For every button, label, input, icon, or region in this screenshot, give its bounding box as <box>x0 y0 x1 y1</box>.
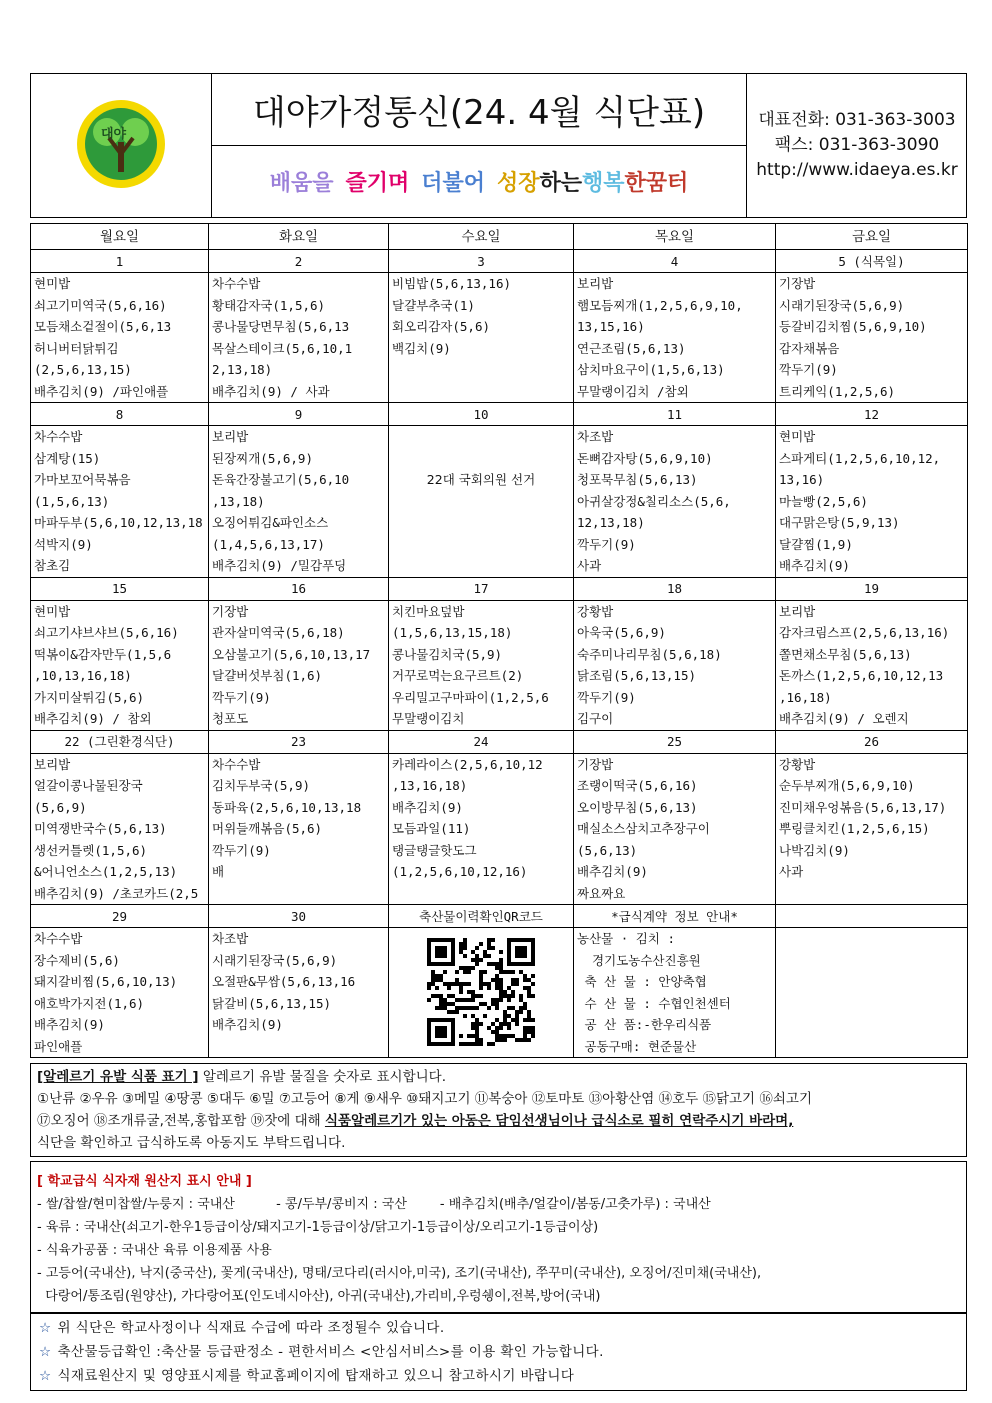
menu-item: 콩나물김치국(5,9) <box>392 646 503 662</box>
menu-row <box>31 273 968 403</box>
menu-item: 깍두기(9) <box>212 689 271 705</box>
menu-item: ,16,18) <box>779 689 832 705</box>
menu-row <box>31 928 968 1058</box>
menu-item: 오삼불고기(5,6,10,13,17 <box>212 646 371 662</box>
menu-cell <box>776 600 968 730</box>
date-cell: 30 <box>209 905 389 928</box>
menu-item: 배추김치(9) <box>779 558 850 573</box>
menu-item: 배추김치(9) / 사과 <box>212 383 330 399</box>
weekday-header: 수요일 <box>389 224 574 250</box>
date-cell: 8 <box>31 403 209 426</box>
motto-word: 성장 <box>496 170 540 196</box>
menu-item: 돼지갈비찜(5,6,10,13) <box>34 974 178 989</box>
menu-cell <box>776 753 968 905</box>
menu-item: 보리밥 <box>34 756 71 772</box>
menu-item: 파인애플 <box>34 1038 83 1054</box>
date-row <box>31 403 968 426</box>
menu-item: 돈뼈감자탕(5,6,9,10) <box>577 450 713 466</box>
fax-number: 팩스: 031-363-3090 <box>774 135 940 155</box>
menu-item: 강황밥 <box>577 603 614 619</box>
menu-item: 2,13,18) <box>212 362 273 377</box>
menu-item: (1,5,6,13) <box>34 493 110 509</box>
menu-item: 오징어튀김&파인소스 <box>212 515 329 530</box>
menu-item: 탱글탱글핫도그 <box>392 842 477 858</box>
menu-item: 배추김치(9) /초코카드(2,5 <box>34 885 199 901</box>
allergy-list: ①난류 ②우유 ③메밀 ④땅콩 ⑤대두 ⑥밀 ⑦고등어 ⑧게 ⑨새우 ⑩돼지고기 ⑪복숭아 ⑫토마토 ⑬아황산염 ⑭호두 ⑮닭고기 ⑯쇠고기 <box>37 1091 812 1107</box>
header <box>30 73 967 218</box>
weekday-header: 화요일 <box>209 224 389 250</box>
page-frame <box>30 73 967 1054</box>
menu-item: 쫄면채소무침(5,6,13) <box>779 646 912 662</box>
origin-line: - 고등어(국내산), 낙지(중국산), 꽃게(국내산), 명태/코다리(러시아,미국), 조기(국내산), 쭈꾸미(국내산), 오징어/진미채(국내산), <box>37 1266 762 1281</box>
notes-box <box>30 1313 967 1391</box>
menu-cell <box>389 928 574 1058</box>
date-cell: 23 <box>209 730 389 753</box>
star-icon: ☆ <box>39 1368 52 1384</box>
menu-item: 삼계탕(15) <box>34 450 101 466</box>
allergy-warning: 식품알레르기가 있는 아동은 담임선생님이나 급식소로 필히 연락주시기 바라며, <box>324 1113 794 1129</box>
menu-item: 보리밥 <box>212 429 249 444</box>
menu-cell <box>31 426 209 578</box>
logo-text: 대야 <box>101 127 127 142</box>
menu-cell <box>389 600 574 730</box>
menu-item: 사과 <box>577 558 602 573</box>
menu-item: ,13,16,18) <box>392 778 468 793</box>
menu-item: 13,16) <box>779 472 825 487</box>
menu-item: 달걀찜(1,9) <box>779 536 853 552</box>
origin-notice <box>30 1161 967 1313</box>
menu-cell <box>209 600 389 730</box>
menu-item: 달걀부추국(1) <box>392 297 475 313</box>
menu-item: 감자채볶음 <box>779 340 840 356</box>
menu-cell <box>574 753 776 905</box>
menu-item: 우리밀고구마파이(1,2,5,6 <box>392 689 549 705</box>
menu-cell <box>209 426 389 578</box>
menu-item: 카레라이스(2,5,6,10,12 <box>392 756 543 772</box>
menu-item: 무말랭이김치 <box>392 711 465 726</box>
menu-item: (1,5,6,13,15,18) <box>392 625 513 640</box>
motto-word: 하는 <box>539 170 583 196</box>
menu-item: (2,5,6,13,15) <box>34 362 132 377</box>
menu-item: 회오리감자(5,6) <box>392 319 491 334</box>
menu-cell <box>31 753 209 905</box>
menu-item: 등갈비김치찜(5,6,9,10) <box>779 319 927 334</box>
menu-item: 현미밥 <box>34 276 71 291</box>
menu-item: 연근조림(5,6,13) <box>577 340 686 356</box>
menu-item: 13,15,16) <box>577 319 645 334</box>
menu-cell <box>209 753 389 905</box>
menu-row <box>31 426 968 578</box>
school-url[interactable]: http://www.idaeya.es.kr <box>756 160 958 180</box>
menu-item: 차수수밥 <box>212 276 261 291</box>
menu-item: (5,6,13) <box>577 842 638 858</box>
menu-item: 수 산 물 : 수협인천센터 <box>577 995 731 1011</box>
page-title: 대야가정통신(24. 4월 식단표) <box>212 74 746 146</box>
star-icon: ☆ <box>39 1344 52 1360</box>
weekday-row <box>31 224 968 250</box>
menu-item: 콩나물당면무침(5,6,13 <box>212 319 350 334</box>
menu-item: 가지미살튀김(5,6) <box>34 689 145 705</box>
date-cell: 3 <box>389 250 574 273</box>
date-cell: 29 <box>31 905 209 928</box>
menu-item: 경기도농수산진흥원 <box>577 952 701 968</box>
menu-item: 공동구매: 현준물산 <box>577 1038 697 1054</box>
menu-cell <box>776 273 968 403</box>
menu-item: 석박지(9) <box>34 536 93 552</box>
menu-item: 마늘빵(2,5,6) <box>779 493 868 509</box>
date-cell: 축산물이력확인QR코드 <box>389 905 574 928</box>
date-cell: 24 <box>389 730 574 753</box>
menu-item: 깍두기(9) <box>577 689 636 705</box>
menu-item: 차조밥 <box>212 931 249 946</box>
menu-item: 깍두기(9) <box>212 842 271 858</box>
qr-code-icon <box>427 938 535 1046</box>
menu-item: 현미밥 <box>779 429 816 444</box>
menu-item: 대구맑은탕(5,9,13) <box>779 515 900 530</box>
menu-item: 차수수밥 <box>34 931 83 946</box>
menu-item: 비빔밥(5,6,13,16) <box>392 276 512 291</box>
menu-item: 시래기된장국(5,6,9) <box>212 952 338 968</box>
menu-item: 모듬과일(11) <box>392 821 471 836</box>
motto-word: 배움을 <box>269 170 334 196</box>
menu-item: 배 <box>212 864 225 879</box>
motto-word: 더불어 <box>421 170 485 196</box>
menu-item: 시래기된장국(5,6,9) <box>779 297 905 313</box>
date-cell: 10 <box>389 403 574 426</box>
menu-item: 거꾸로먹는요구르트(2) <box>392 668 524 683</box>
menu-cell <box>574 426 776 578</box>
motto-word: 즐기며 <box>345 170 410 196</box>
menu-item: (5,6,9) <box>34 799 87 815</box>
menu-item: 목살스테이크(5,6,10,1 <box>212 340 353 356</box>
date-cell: 12 <box>776 403 968 426</box>
menu-item: 쇠고기샤브샤브(5,6,16) <box>34 625 179 640</box>
menu-cell <box>31 273 209 403</box>
school-logo <box>31 74 212 217</box>
allergy-notice <box>30 1063 967 1157</box>
menu-item: 참초김 <box>34 558 71 573</box>
note-line: ☆ 식재료원산지 및 영양표시제를 학교홈페이지에 탑재하고 있으니 참고하시기 바랍니다 <box>39 1368 575 1384</box>
menu-item: 배추김치(9) / 오렌지 <box>779 711 909 726</box>
date-cell: 25 <box>574 730 776 753</box>
menu-item: 진미채우엉볶음(5,6,13,17) <box>779 799 947 815</box>
menu-item: 김치두부국(5,9) <box>212 778 311 793</box>
menu-item: 된장찌개(5,6,9) <box>212 450 313 466</box>
date-cell: 18 <box>574 577 776 600</box>
menu-item: 사과 <box>779 864 804 879</box>
menu-cell <box>574 273 776 403</box>
menu-item: 순두부찌개(5,6,9,10) <box>779 778 915 793</box>
allergy-heading: [알레르기 유발 식품 표기 ] <box>37 1069 199 1085</box>
menu-item: 배추김치(9) / 참외 <box>34 711 152 726</box>
menu-item: 스파게티(1,2,5,6,10,12, <box>779 450 941 466</box>
menu-cell <box>31 600 209 730</box>
menu-item: 현미밥 <box>34 603 71 619</box>
menu-item: 치킨마요덮밥 <box>392 603 465 619</box>
menu-item: 허니버터닭튀김 <box>34 340 119 356</box>
date-cell: 26 <box>776 730 968 753</box>
menu-item: 아욱국(5,6,9) <box>577 625 666 640</box>
menu-item: 동파육(2,5,6,10,13,18 <box>212 799 362 815</box>
menu-item: 가마보꼬어묵볶음 <box>34 472 131 487</box>
menu-row <box>31 753 968 905</box>
origin-line: 다랑어/통조림(원양산), 가다랑어포(인도네시아산), 아귀(국내산),가리비,우렁쉥이,전복,방어(국내) <box>37 1289 601 1304</box>
menu-item: 닭조림(5,6,13,15) <box>577 668 697 683</box>
allergy-list: ⑰오징어 ⑱조개류굴,전복,홍합포함 ⑲잣에 대해 <box>37 1113 325 1129</box>
menu-item: 깍두기(9) <box>779 362 838 377</box>
menu-item: 감자크림스프(2,5,6,13,16) <box>779 625 950 640</box>
date-row <box>31 250 968 273</box>
menu-item: 보리밥 <box>577 276 614 291</box>
contact-info <box>747 74 967 217</box>
menu-item: 생선커틀렛(1,5,6) <box>34 842 148 858</box>
menu-item: 삼치마요구이(1,5,6,13) <box>577 362 725 377</box>
title-box <box>212 74 747 217</box>
menu-item: 청포도 <box>212 711 249 726</box>
allergy-instruction: 식단을 확인하고 급식하도록 아동지도 부탁드립니다. <box>37 1135 346 1151</box>
menu-item: 얼갈이콩나물된장국 <box>34 778 143 793</box>
weekday-header: 목요일 <box>574 224 776 250</box>
menu-item: 매실소스삼치고추장구이 <box>577 821 710 836</box>
origin-line: - 육류 : 국내산(쇠고기-한우1등급이상/돼지고기-1등급이상/닭고기-1등급이상/오리고기-1등급이상) <box>37 1220 599 1235</box>
menu-cell <box>776 928 968 1058</box>
date-cell: 19 <box>776 577 968 600</box>
date-cell: 1 <box>31 250 209 273</box>
menu-item: 보리밥 <box>779 603 816 619</box>
menu-cell <box>389 273 574 403</box>
menu-item: (1,2,5,6,10,12,16) <box>392 864 528 879</box>
menu-item: 조랭이떡국(5,6,16) <box>577 778 698 793</box>
date-cell: 17 <box>389 577 574 600</box>
menu-item: 배추김치(9) <box>577 864 648 879</box>
origin-line: - 쌀/찹쌀/현미찹쌀/누룽지 : 국내산 - 콩/두부/콩비지 : 국산 - 배추김치(배추/얼갈이/봄동/고춧가루) : 국내산 <box>37 1197 711 1212</box>
menu-table <box>30 223 968 1058</box>
menu-item: 김구이 <box>577 711 614 726</box>
phone-number: 대표전화: 031-363-3003 <box>758 110 956 130</box>
menu-item: 깍두기(9) <box>577 536 636 552</box>
menu-item: 백김치(9) <box>392 340 451 356</box>
menu-item: 배추김치(9) <box>34 1017 105 1032</box>
menu-item: 짜요짜요 <box>577 885 626 901</box>
menu-item: 황태감자국(1,5,6) <box>212 297 326 313</box>
menu-item: 무말랭이김치 /참외 <box>577 383 689 399</box>
weekday-header: 금요일 <box>776 224 968 250</box>
menu-item: 농산물 · 김치 : <box>577 931 676 946</box>
menu-row <box>31 600 968 730</box>
date-cell: 15 <box>31 577 209 600</box>
menu-item: (1,4,5,6,13,17) <box>212 536 325 552</box>
menu-item: 배추김치(9) /파인애플 <box>34 383 169 399</box>
menu-item: 오절판&무쌈(5,6,13,16 <box>212 974 356 989</box>
menu-cell <box>31 928 209 1058</box>
menu-item: 장수제비(5,6) <box>34 952 120 968</box>
menu-item: 배추김치(9) <box>212 1017 283 1032</box>
menu-item: ,10,13,16,18) <box>34 668 132 683</box>
date-row <box>31 730 968 753</box>
star-icon: ☆ <box>39 1320 52 1336</box>
holiday-note: 22대 국회의원 선거 <box>426 472 536 487</box>
motto-word: 행복 <box>582 170 625 196</box>
menu-item: 뿌링클치킨(1,2,5,6,15) <box>779 821 930 836</box>
menu-item: 애호박가지전(1,6) <box>34 995 145 1011</box>
menu-item: 트리케익(1,2,5,6) <box>779 383 896 399</box>
date-cell: *급식계약 정보 안내* <box>574 905 776 928</box>
date-cell <box>776 905 968 928</box>
menu-item: 12,13,18) <box>577 515 645 530</box>
menu-item: 청포묵무침(5,6,13) <box>577 472 698 487</box>
date-cell: 16 <box>209 577 389 600</box>
menu-item: 쇠고기미역국(5,6,16) <box>34 297 167 313</box>
qr-code[interactable] <box>392 928 570 1046</box>
menu-item: 돈육간장불고기(5,6,10 <box>212 472 350 487</box>
date-row <box>31 577 968 600</box>
menu-item: 아귀살강정&칠리소스(5,6, <box>577 493 731 509</box>
menu-item: 미역쟁반국수(5,6,13) <box>34 821 167 836</box>
date-cell: 2 <box>209 250 389 273</box>
menu-item: 차수수밥 <box>212 756 261 772</box>
menu-item: &어니언소스(1,2,5,13) <box>34 864 178 879</box>
origin-heading: [ 학교급식 식자재 원산지 표시 안내 ] <box>37 1174 252 1189</box>
allergy-intro: 알레르기 유발 물질을 숫자로 표시합니다. <box>202 1069 447 1085</box>
menu-cell <box>574 600 776 730</box>
menu-item: 공 산 품:-한우리식품 <box>577 1017 712 1032</box>
motto <box>212 146 746 216</box>
menu-item: 배추김치(9) /밀감푸딩 <box>212 558 347 573</box>
menu-item: 머위들깨볶음(5,6) <box>212 821 323 836</box>
menu-item: 나박김치(9) <box>779 842 850 858</box>
note-line: ☆ 축산물등급확인 :축산물 등급판정소 - 편한서비스 <안심서비스>를 이용 확인 가능합니다. <box>39 1344 604 1360</box>
menu-item: 차조밥 <box>577 429 614 444</box>
origin-line: - 식육가공품 : 국내산 육류 이용제품 사용 <box>37 1243 272 1258</box>
date-cell: 9 <box>209 403 389 426</box>
logo-box <box>31 74 212 217</box>
menu-item: 떡볶이&감자만두(1,5,6 <box>34 646 172 662</box>
menu-cell <box>209 928 389 1058</box>
menu-item: 차수수밥 <box>34 429 83 444</box>
menu-item: 마파두부(5,6,10,12,13,18 <box>34 515 203 530</box>
date-cell: 11 <box>574 403 776 426</box>
menu-item: 오이방무침(5,6,13) <box>577 799 698 815</box>
menu-item: 숙주미나리무침(5,6,18) <box>577 646 722 662</box>
menu-item: 햄모듬찌개(1,2,5,6,9,10, <box>577 297 743 313</box>
menu-item: 축 산 물 : 안양축협 <box>577 974 707 989</box>
menu-item: 기장밥 <box>779 276 816 291</box>
menu-item: 닭갈비(5,6,13,15) <box>212 995 332 1011</box>
menu-item: 모듬채소겉절이(5,6,13 <box>34 319 172 334</box>
menu-item: 강황밥 <box>779 756 816 772</box>
menu-item: 기장밥 <box>577 756 614 772</box>
menu-item: 기장밥 <box>212 603 249 619</box>
date-cell: 4 <box>574 250 776 273</box>
note-line: ☆ 위 식단은 학교사정이나 식재료 수급에 따라 조정될수 있습니다. <box>39 1320 445 1336</box>
menu-cell <box>209 273 389 403</box>
weekday-header: 월요일 <box>31 224 209 250</box>
menu-cell <box>389 753 574 905</box>
menu-item: ,13,18) <box>212 493 265 509</box>
menu-cell <box>776 426 968 578</box>
menu-item: 배추김치(9) <box>392 799 463 815</box>
date-cell: 5 (식목일) <box>776 250 968 273</box>
motto-word: 한꿈터 <box>624 170 689 196</box>
menu-item: 달걀버섯부침(1,6) <box>212 668 323 683</box>
menu-item: 돈까스(1,2,5,6,10,12,13 <box>779 668 944 683</box>
date-cell: 22 (그린환경식단) <box>31 730 209 753</box>
date-row <box>31 905 968 928</box>
menu-cell <box>574 928 776 1058</box>
menu-cell <box>389 426 574 578</box>
menu-item: 관자살미역국(5,6,18) <box>212 625 345 640</box>
